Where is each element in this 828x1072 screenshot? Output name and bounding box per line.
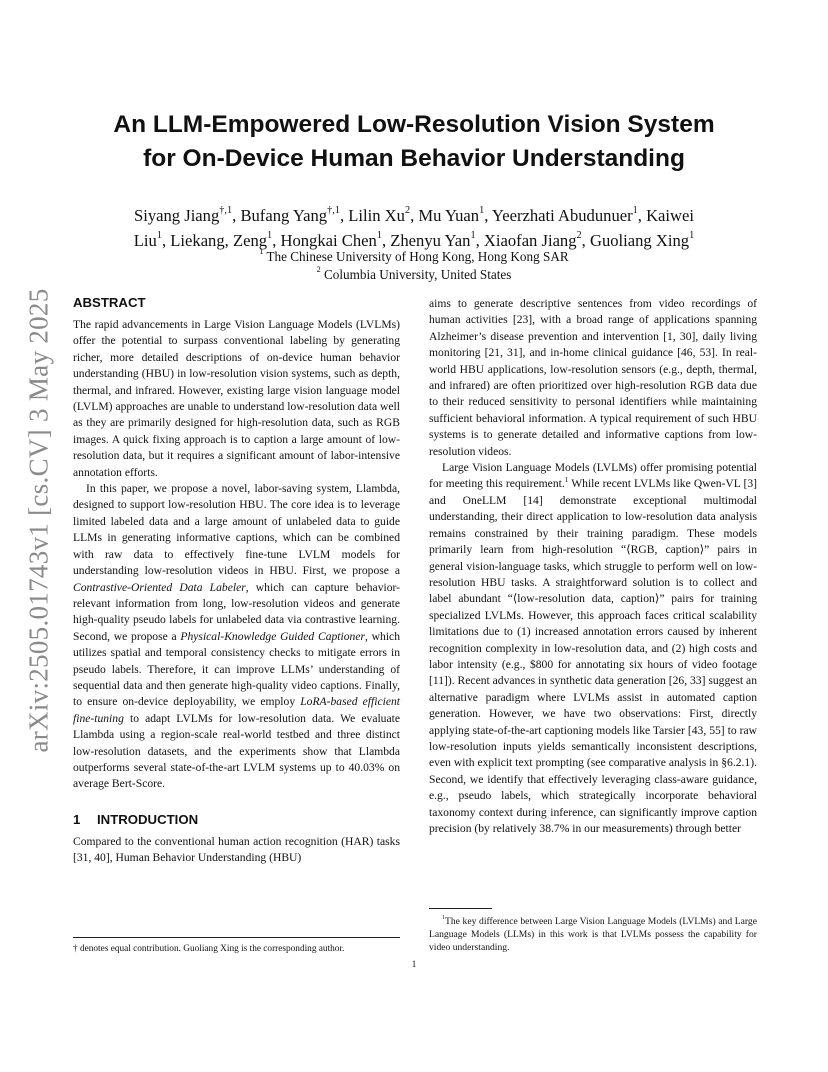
paper-title <box>60 108 768 176</box>
abstract-heading: ABSTRACT <box>73 295 146 310</box>
abstract-p2-emphasis-captioner: Physical-Knowledge Guided Captioner <box>180 629 366 643</box>
affiliation-list <box>74 248 754 284</box>
footnote-reference-1[interactable]: 1 <box>564 475 569 484</box>
arxiv-identifier-text: arXiv:2505.01743v1 [cs.CV] 3 May 2025 <box>23 287 54 753</box>
introduction-paragraph-1: Compared to the conventional human action recognition (HAR) tasks [31, 40], Human Behavior Understanding (HBU) <box>73 834 400 865</box>
footnote-1-marker: 1 <box>442 914 445 921</box>
section-number: 1 <box>73 811 81 827</box>
right-paragraph-1: aims to generate descriptive sentences from video recordings of human activities [23], with a broad range of applications spanning Alzheimer’s disease prevention and intervention [1, 30], daily living monitoring [21, 31], and in-home clinical guidance [46, 53]. In real-world HBU applications, low-resolution sensors (e.g., depth, thermal, and infrared) are often prioritized over high-resolution RGB data due to their reduced sensitivity to personal identifiers while maintaining sufficient behavioral information. A typical requirement of such HBU systems is to generate detailed and informative captions from low-resolution videos. <box>429 297 757 458</box>
footnote-rule <box>429 908 492 909</box>
abstract-p2-emphasis-labeler: Contrastive-Oriented Data Labeler <box>73 580 246 594</box>
footnote-left-text: † denotes equal contribution. Guoliang Xing is the corresponding author. <box>73 944 345 954</box>
author-list <box>74 203 754 253</box>
footnote-1-body: The key difference between Large Vision Language Models (LVLMs) and Large Language Models (LLMs) in this work is that LVLMs possess the capability for video understanding. <box>429 916 757 953</box>
right-column <box>429 296 757 837</box>
abstract-p2-emphasis-lora: LoRA-based efficient fine-tuning <box>73 695 400 725</box>
title-line-1: An LLM-Empowered Low-Resolution Vision System <box>113 111 715 138</box>
affiliation-2: $^2$ Columbia University, United States <box>316 265 512 282</box>
footnote-1-text <box>429 915 757 954</box>
right-p2-text-a: Large Vision Language Models (LVLMs) offer promising potential for meeting this requirement. <box>429 461 757 491</box>
abstract-p2-text-c: , which utilizes spatial and temporal consistency checks to mitigate errors in pseudo labels. Therefore, it can improve LLMs’ understanding of sequential data and then generate high-quality video captions. Finally, to ensure on-device deployability, we employ <box>73 629 400 709</box>
right-paragraph-2 <box>429 460 757 837</box>
affiliation-1: $^1$ The Chinese University of Hong Kong, Hong Kong SAR <box>259 247 569 264</box>
abstract-p2-text-b: , which can capture behavior-relevant information from long, low-resolution videos and generate high-quality pseudo labels for unlabeled data via contrastive learning. Second, we propose a <box>73 580 400 643</box>
footnote-1 <box>429 908 757 954</box>
arxiv-identifier-stamp <box>22 287 56 753</box>
abstract-paragraph-2 <box>73 481 400 793</box>
page-number: 1 <box>411 960 417 970</box>
abstract-p2-text-d: to adapt LVLMs for low-resolution data. We evaluate Llambda using a region-scale real-world testbed and three distinct low-resolution datasets, and the experiments show that Llambda outperforms several state-of-the-art LVLM systems up to 40.03% on average Bert-Score. <box>73 711 400 791</box>
footnote-equal-contribution <box>73 937 400 955</box>
authors-line-2: Liu$^1$, Liekang, Zeng$^1$, Hongkai Chen$^1$, Zhenyu Yan$^1$, Xiaofan Jiang$^2$, Guoliang Xing$^1$ <box>133 229 695 250</box>
section-title: INTRODUCTION <box>97 811 199 827</box>
abstract-p2-text-a: In this paper, we propose a novel, labor-saving system, Llambda, designed to support low-resolution HBU. The core idea is to leverage limited labeled data and a large amount of unlabeled data to guide LLMs in generating informative captions, which can be combined with raw data to effectively fine-tune LVLM models for understanding low-resolution videos in HBU. First, we propose a <box>73 482 400 578</box>
introduction-heading <box>73 811 400 829</box>
abstract-paragraph-1: The rapid advancements in Large Vision Language Models (LVLMs) offer the potential to surpass conventional labeling by generating richer, more detailed descriptions of on-device human behavior understanding (HBU) in low-resolution vision systems, such as depth, thermal, and infrared. However, existing large vision language model (LVLM) approaches are unable to understand low-resolution data well as they are primarily designed for high-resolution data, such as RGB images. A quick fixing approach is to caption a large amount of low-resolution data, but it requires a significant amount of labor-intensive annotation efforts. <box>73 318 400 479</box>
right-p2-text-b: While recent LVLMs like Qwen-VL [3] and OneLLM [14] demonstrate exceptional multimodal understanding, their direct application to low-resolution data analysis remains constrained by their training paradigm. These models primarily learn from high-resolution “⟨RGB, caption⟩” pairs in general vision-language tasks, which struggle to perform well on low-resolution HBU tasks. A straightforward solution is to collect and label abundant “⟨low-resolution data, caption⟩” pairs for training specialized LVLMs. However, this approach faces critical scalability limitations due to (1) increased annotation errors caused by inherent recognition complexity in low-resolution data, and (2) high costs and labor intensity (e.g., $800 for annotating six hours of video footage [11]). Recent advances in synthetic data generation [26, 33] suggest an alternative paradigm where LVLMs assist in automated caption generation. However, we have two observations: First, directly applying state-of-the-art captioning models like Tarsier [43, 55] to raw low-resolution inputs yields semantically inconsistent descriptions, even with explicit text prompting (see comparative analysis in §6.2.1). Second, we identify that effectively leveraging class-aware guidance, e.g., pseudo labels, which strategically incorporate behavioral taxonomy context during inference, can significantly improve caption precision (by relatively 38.7% in our measurements) through better <box>429 477 757 835</box>
title-line-2: for On-Device Human Behavior Understanding <box>143 145 685 172</box>
authors-line-1: Siyang Jiang$^{\dagger,1}$, Bufang Yang$^{\dagger,1}$, Lilin Xu$^2$, Mu Yuan$^1$, Yeerzhati Abudunuer$^1$, Kaiwei <box>134 204 694 225</box>
left-column <box>73 294 400 867</box>
